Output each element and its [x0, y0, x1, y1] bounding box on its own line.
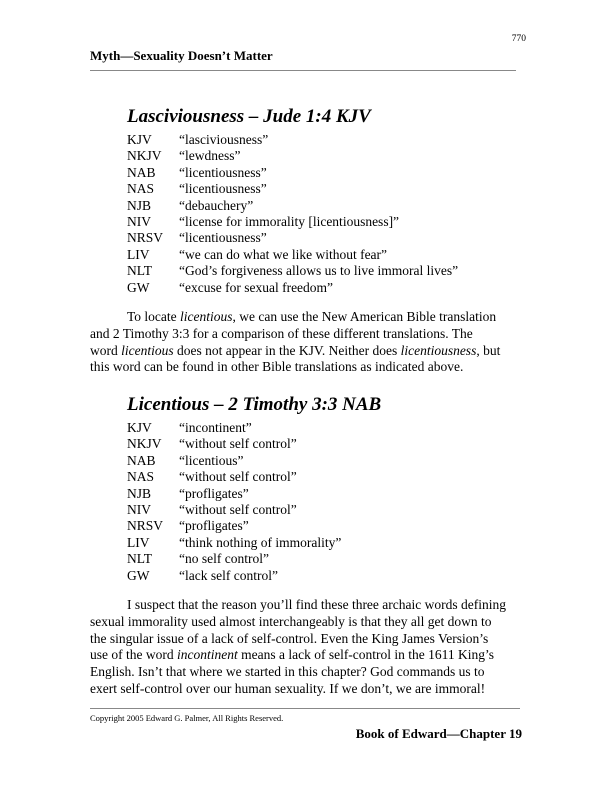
- text-run: To locate: [127, 309, 181, 324]
- version-abbreviation: NIV: [127, 501, 151, 517]
- text-line: English. Isn’t that where we started in this chapter? God commands us to: [90, 664, 485, 680]
- translation-row: [127, 165, 458, 181]
- version-abbreviation: GW: [127, 279, 150, 295]
- text-line: sexual immorality used almost interchangeably is that they all get down to: [90, 613, 492, 629]
- translation-row: [127, 486, 341, 502]
- translation-text: “licentiousness”: [179, 230, 267, 246]
- translation-row: [127, 263, 458, 279]
- translation-row: [127, 518, 341, 534]
- text-line: the singular issue of a lack of self-control. Even the King James Version’s: [90, 630, 489, 646]
- translation-row: [127, 148, 458, 164]
- translation-text: “without self control”: [179, 436, 297, 452]
- italic-term: licentiousness: [400, 342, 477, 358]
- translation-row: [127, 132, 458, 148]
- text-run: use of the word: [90, 647, 177, 663]
- body-paragraph-locate: [90, 309, 522, 376]
- translation-row: [127, 568, 341, 584]
- translation-text: “God’s forgiveness allows us to live immoral lives”: [179, 263, 459, 279]
- translation-text: “incontinent”: [179, 420, 252, 435]
- version-abbreviation: KJV: [127, 132, 152, 147]
- translation-row: [127, 453, 341, 469]
- translation-row: [127, 420, 341, 436]
- italic-term: licentious: [121, 342, 174, 358]
- text-line: this word can be found in other Bible translations as indicated above.: [90, 359, 464, 375]
- text-run: means a lack of self-control in the 1611 King’s: [237, 647, 495, 663]
- translation-text: “debauchery”: [179, 197, 254, 213]
- version-abbreviation: NRSV: [127, 230, 164, 246]
- translation-row: [127, 502, 341, 518]
- translation-text: “license for immorality [licentiousness]”: [179, 213, 400, 229]
- version-abbreviation: NAS: [127, 181, 155, 197]
- version-abbreviation: NRSV: [127, 518, 164, 534]
- translation-list-licentious: [127, 420, 341, 584]
- version-abbreviation: NKJV: [127, 148, 162, 164]
- translation-text: “licentious”: [179, 452, 244, 468]
- footer-divider: [90, 708, 520, 709]
- version-abbreviation: NIV: [127, 213, 151, 229]
- translation-text: “no self control”: [179, 551, 269, 567]
- translation-row: [127, 181, 458, 197]
- version-abbreviation: NAB: [127, 452, 156, 468]
- translation-text: “profligates”: [179, 485, 249, 501]
- translation-text: “licentiousness”: [179, 181, 267, 197]
- translation-text: “we can do what we like without fear”: [179, 246, 388, 262]
- translation-text: “without self control”: [179, 501, 297, 517]
- section-heading-licentious: Licentious – 2 Timothy 3:3 NAB: [127, 394, 382, 415]
- version-abbreviation: KJV: [127, 420, 152, 435]
- translation-row: [127, 469, 341, 485]
- translation-text: “lewdness”: [179, 148, 241, 164]
- translation-text: “lack self control”: [179, 567, 278, 583]
- translation-row: [127, 535, 341, 551]
- translation-text: “licentiousness”: [179, 164, 267, 180]
- translation-text: “think nothing of immorality”: [179, 534, 342, 550]
- translation-text: “excuse for sexual freedom”: [179, 279, 334, 295]
- version-abbreviation: LIV: [127, 534, 150, 550]
- translation-text: “without self control”: [179, 469, 297, 485]
- text-line: exert self-control over our human sexuality. If we don’t, we are immoral!: [90, 680, 486, 696]
- version-abbreviation: NJB: [127, 197, 152, 213]
- italic-term: incontinent: [176, 647, 238, 663]
- version-abbreviation: NLT: [127, 263, 153, 279]
- translation-row: [127, 230, 458, 246]
- version-abbreviation: NAS: [127, 469, 155, 485]
- page-number: 770: [511, 34, 526, 44]
- translation-row: [127, 551, 341, 567]
- running-header-title: Myth—Sexuality Doesn’t Matter: [90, 48, 273, 63]
- text-run: , but: [476, 342, 501, 358]
- translation-row: [127, 436, 341, 452]
- text-run: word: [90, 342, 122, 358]
- version-abbreviation: NKJV: [127, 436, 162, 452]
- text-line: I suspect that the reason you’ll find these three archaic words defining: [127, 597, 506, 612]
- chapter-footer: Book of Edward—Chapter 19: [355, 726, 522, 741]
- translation-text: “profligates”: [179, 518, 249, 534]
- version-abbreviation: NJB: [127, 485, 152, 501]
- translation-row: [127, 280, 458, 296]
- translation-row: [127, 214, 458, 230]
- version-abbreviation: NLT: [127, 551, 153, 567]
- version-abbreviation: NAB: [127, 164, 156, 180]
- section-heading-lasciviousness: Lasciviousness – Jude 1:4 KJV: [127, 106, 371, 127]
- text-line: and 2 Timothy 3:3 for a comparison of these different translations. The: [90, 325, 473, 341]
- translation-list-lasciviousness: [127, 132, 458, 296]
- text-run: , we can use the New American Bible translation: [232, 309, 497, 324]
- translation-row: [127, 247, 458, 263]
- version-abbreviation: LIV: [127, 246, 150, 262]
- header-divider: [90, 70, 516, 71]
- copyright-notice: Copyright 2005 Edward G. Palmer, All Rights Reserved.: [90, 713, 284, 723]
- translation-text: “lasciviousness”: [179, 132, 269, 147]
- body-paragraph-conclusion: [90, 597, 522, 698]
- text-run: does not appear in the KJV. Neither does: [173, 342, 401, 358]
- translation-row: [127, 198, 458, 214]
- version-abbreviation: GW: [127, 567, 150, 583]
- italic-term: licentious: [180, 309, 233, 324]
